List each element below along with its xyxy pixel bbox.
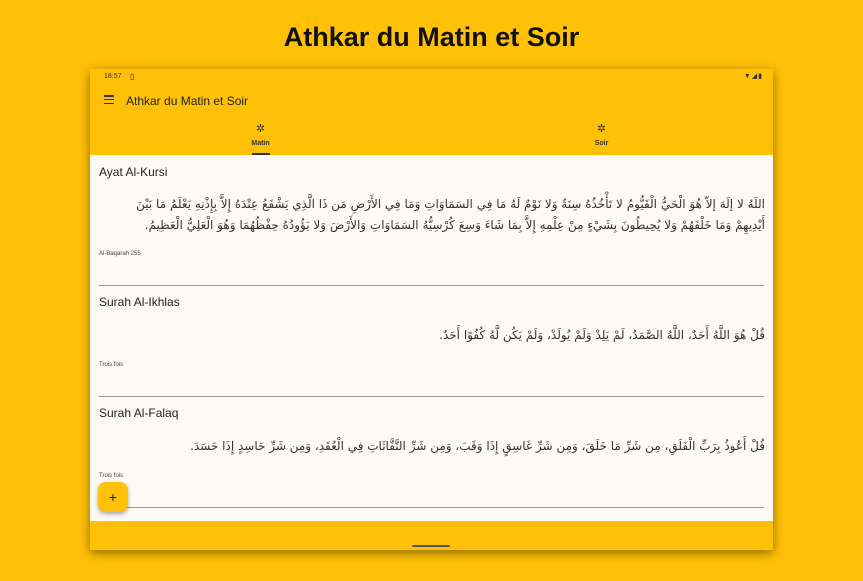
hamburger-menu-icon[interactable]	[104, 95, 114, 104]
gesture-handle[interactable]	[412, 545, 450, 547]
divider	[99, 396, 764, 397]
battery-icon: ▮	[758, 73, 763, 80]
tab-matin[interactable]	[90, 121, 431, 155]
sunset-icon: ✲	[596, 123, 607, 135]
section-reference: Trois fois	[99, 473, 124, 479]
signal-icon: ◢	[751, 73, 759, 80]
section-title: Surah Al-Falaq	[99, 406, 179, 420]
app-bar	[90, 83, 773, 121]
plus-icon: +	[108, 489, 118, 505]
section-reference: Trois fois	[99, 362, 124, 368]
arabic-text: اللَهُ لا إلَهَ إلاّ هُوَ الْحَيُّ الْقَيُّومُ لا تَأْخُذُهُ سِنَةٌ وَلا نَوْمٌ لَهُ مَا فِي السَمَاوَاتِ وَمَا فِي الأَرْضِ مَن ذَا الَّذِي يَشْفَعُ عِنْدَهُ إِلاَّ بِإِذْنِهِ يَعْلَمُ مَا بَيْنَ أَيْدِيهِمْ وَمَا خَلْفَهُمْ وَلا يُحِيطُونَ بِشَيْءٍ مِنْ عِلْمِهِ إِلاَّ بِمَا شَاءَ وَسِعَ كُرْسِيُّهُ السَمَاوَاتِ وَالأَرْضَ وَلا يَؤُودُهُ حِفْظُهُمَا وَهُوَ الْعَلِيُّ الْعَظِيمُ.	[136, 197, 765, 232]
arabic-text: قُلْ هُوَ اللَّهُ أَحَدٌ، اللَّهُ الصَّمَدُ، لَمْ يَلِدْ وَلَمْ يُولَدْ، وَلَمْ يَكُن لَّهُ كُفُوًا أَحَدٌ.	[439, 328, 765, 342]
tab-label: Matin	[251, 140, 270, 147]
add-fab-button[interactable]	[98, 482, 128, 512]
app-title: Athkar du Matin et Soir	[126, 94, 249, 108]
device-screen	[90, 69, 773, 550]
tab-label: Soir	[594, 140, 609, 147]
wifi-icon: ▼	[743, 73, 752, 80]
arabic-text: قُلْ أَعُوذُ بِرَبِّ الْفَلَقِ، مِن شَرِّ مَا خَلَقَ، وَمِن شَرِّ غَاسِقٍ إِذَا وَقَبَ، وَمِن شَرِّ النَّفَّاثَاتِ فِي الْعُقَدِ، وَمِن شَرِّ حَاسِدٍ إِذَا حَسَدَ.	[190, 439, 765, 453]
divider	[99, 507, 764, 508]
tab-bar	[90, 121, 773, 155]
status-time: 18:57	[104, 73, 122, 80]
section-title: Ayat Al-Kursi	[99, 165, 168, 179]
sim-card-icon: ▯	[130, 72, 135, 81]
promo-title: Athkar du Matin et Soir	[283, 22, 580, 52]
status-icons	[744, 72, 763, 80]
system-nav-bar	[90, 521, 773, 550]
athkar-list[interactable]	[90, 155, 773, 521]
tab-soir[interactable]	[431, 121, 772, 155]
section-title: Surah Al-Ikhlas	[99, 295, 180, 309]
section-reference: Al-Baqarah 255	[99, 251, 141, 257]
sunrise-icon: ✲	[255, 123, 266, 135]
status-bar	[90, 69, 773, 83]
divider	[99, 285, 764, 286]
